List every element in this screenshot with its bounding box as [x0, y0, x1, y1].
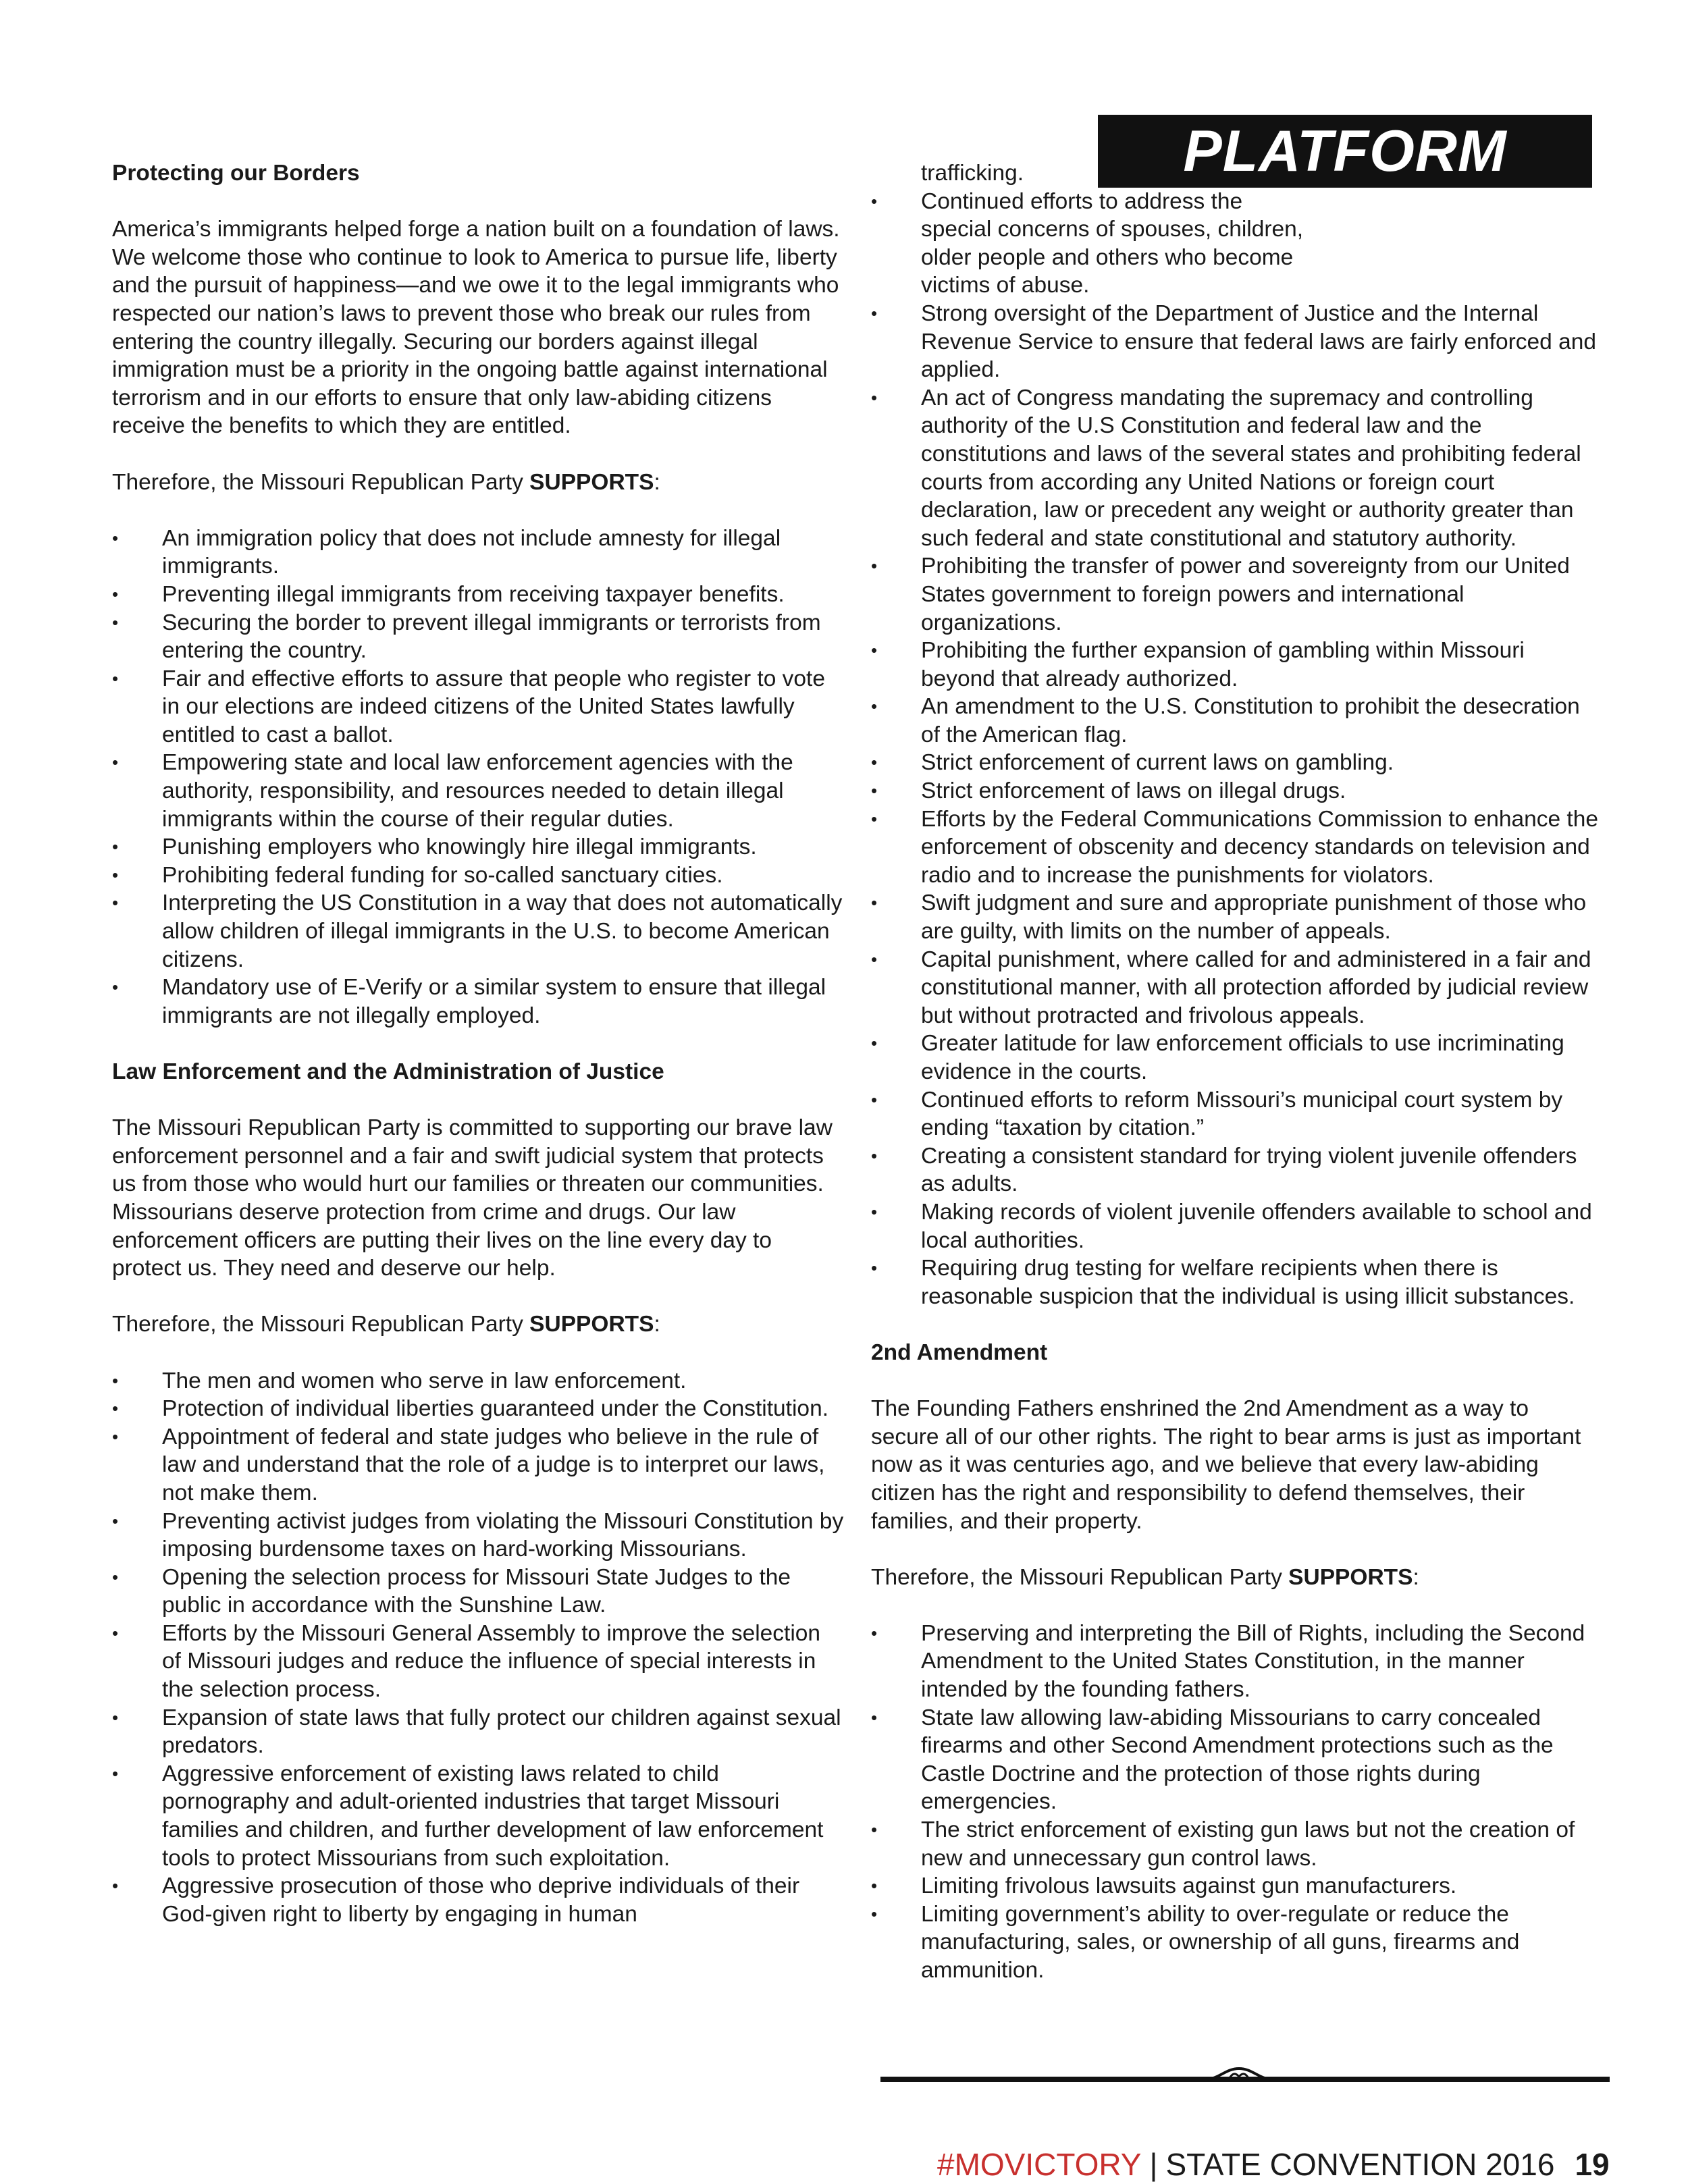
list-item: • Strong oversight of the Department of Justice and the Internal Revenue Service to ensure that federal laws are fairly enforced and applied.	[871, 300, 1600, 384]
section-heading-law-enforcement: Law Enforcement and the Administration of Justice	[112, 1059, 664, 1084]
page-footer	[937, 2146, 1610, 2183]
law-enforcement-list-continued	[871, 188, 1600, 1311]
law-enforcement-supports-lead	[112, 1310, 845, 1339]
platform-header-badge: PLATFORM	[1098, 115, 1592, 188]
list-item: • An amendment to the U.S. Constitution to prohibit the desecration of the American flag.	[871, 693, 1600, 749]
list-item: • Greater latitude for law enforcement officials to use incriminating evidence in the courts.	[871, 1030, 1600, 1086]
list-item: • Aggressive enforcement of existing laws related to child pornography and adult-oriented industries that target Missouri families and children, and further development of law enforcement tools to protect Missourians from such exploitation.	[112, 1760, 845, 1872]
supports-keyword: SUPPORTS	[529, 1312, 654, 1337]
supports-colon: :	[654, 1312, 660, 1337]
footer-hashtag: #MOVICTORY	[937, 2147, 1142, 2182]
section-heading-borders: Protecting our Borders	[112, 161, 360, 186]
list-item: • Continued efforts to reform Missouri’s municipal court system by ending “taxation by citation.”	[871, 1086, 1600, 1142]
list-item: • Making records of violent juvenile offenders available to school and local authorities.	[871, 1198, 1600, 1254]
ornament-flourish-icon	[1202, 2065, 1276, 2085]
list-item: • Requiring drug testing for welfare recipients when there is reasonable suspicion that the individual is using illicit substances.	[871, 1254, 1600, 1310]
list-item: • Expansion of state laws that fully protect our children against sexual predators.	[112, 1704, 845, 1760]
law-enforcement-list	[112, 1367, 845, 1929]
2nd-amendment-intro: The Founding Fathers enshrined the 2nd Amendment as a way to secure all of our other rights. The right to bear arms is just as important now as it was centuries ago, and we believe that every law-abiding citizen has the right and responsibility to defend themselves, their families, and their property.	[871, 1396, 1581, 1534]
list-item: • An immigration policy that does not include amnesty for illegal immigrants.	[112, 525, 845, 581]
list-item: • Prohibiting the transfer of power and sovereignty from our United States government to foreign powers and international organizations.	[871, 552, 1600, 637]
supports-lead-text: Therefore, the Missouri Republican Party	[112, 1312, 530, 1337]
list-item: • Capital punishment, where called for and administered in a fair and constitutional manner, with all protection afforded by judicial review but without protracted and frivolous appeals.	[871, 946, 1600, 1030]
supports-colon: :	[654, 469, 660, 495]
list-item: • Continued efforts to address the special concerns of spouses, children, older people and others who become victims of abuse.	[871, 188, 1600, 300]
borders-intro: America’s immigrants helped forge a nation built on a foundation of laws. We welcome those who continue to look to America to pursue life, liberty and the pursuit of happiness—and we owe it to the legal immigrants who respected our nation’s laws to prevent those who break our rules from entering the country illegally. Securing our borders against illegal immigration must be a priority in the ongoing battle against international terrorism and in our efforts to ensure that only law-abiding citizens receive the benefits to which they are entitled.	[112, 217, 840, 439]
list-item: • Protection of individual liberties guaranteed under the Constitution.	[112, 1395, 845, 1423]
list-item: • Swift judgment and sure and appropriate punishment of those who are guilty, with limits on the number of appeals.	[871, 889, 1600, 945]
list-item: • Efforts by the Missouri General Assembly to improve the selection of Missouri judges and reduce the influence of special interests in the selection process.	[112, 1620, 845, 1704]
list-item: • Aggressive prosecution of those who deprive individuals of their God-given right to liberty by engaging in human	[112, 1872, 845, 1928]
list-item: • Limiting government’s ability to over-regulate or reduce the manufacturing, sales, or ownership of all guns, firearms and ammunition.	[871, 1900, 1600, 1985]
supports-keyword: SUPPORTS	[529, 469, 654, 495]
list-item: • Preserving and interpreting the Bill of Rights, including the Second Amendment to the United States Constitution, in the manner intended by the founding fathers.	[871, 1620, 1600, 1704]
supports-keyword: SUPPORTS	[1288, 1564, 1413, 1590]
supports-lead-text: Therefore, the Missouri Republican Party	[871, 1564, 1289, 1590]
left-column	[112, 159, 845, 1956]
list-item: • Limiting frivolous lawsuits against gun manufacturers.	[871, 1872, 1600, 1900]
list-item: • State law allowing law-abiding Missourians to carry concealed firearms and other Second Amendment protections such as the Castle Doctrine and the protection of those rights during emergencies.	[871, 1704, 1600, 1816]
list-item: • Appointment of federal and state judges who believe in the rule of law and understand that the role of a judge is to interpret our laws, not make them.	[112, 1423, 845, 1508]
borders-supports-lead	[112, 469, 845, 497]
2nd-amendment-list	[871, 1620, 1600, 1985]
list-item: • Efforts by the Federal Communications Commission to enhance the enforcement of obscenity and decency standards on television and radio and to increase the punishments for violators.	[871, 805, 1600, 890]
list-item: • Preventing activist judges from violating the Missouri Constitution by imposing burdensome taxes on hard-working Missourians.	[112, 1508, 845, 1564]
borders-list	[112, 525, 845, 1030]
list-item: • Opening the selection process for Missouri State Judges to the public in accordance with the Sunshine Law.	[112, 1564, 845, 1620]
footer-event: STATE CONVENTION 2016	[1165, 2147, 1555, 2182]
list-item: • Mandatory use of E-Verify or a similar system to ensure that illegal immigrants are not illegally employed.	[112, 974, 845, 1030]
list-item: • Fair and effective efforts to assure that people who register to vote in our elections are indeed citizens of the United States lawfully entitled to cast a ballot.	[112, 665, 845, 749]
list-item: • An act of Congress mandating the supremacy and controlling authority of the U.S Constitution and federal law and the constitutions and laws of the several states and prohibiting federal courts from according any United Nations or foreign court declaration, law or precedent any weight or authority greater than such federal and state constitutional and statutory authority.	[871, 384, 1600, 553]
supports-lead-text: Therefore, the Missouri Republican Party	[112, 469, 530, 495]
footer-separator: |	[1149, 2147, 1158, 2182]
2nd-amendment-supports-lead	[871, 1564, 1600, 1592]
section-heading-2nd-amendment: 2nd Amendment	[871, 1339, 1048, 1365]
list-item: • The men and women who serve in law enforcement.	[112, 1367, 845, 1395]
list-item: • Empowering state and local law enforcement agencies with the authority, responsibility, and resources needed to detain illegal immigrants within the course of their regular duties.	[112, 749, 845, 833]
list-item: • Strict enforcement of current laws on gambling.	[871, 749, 1600, 777]
law-enforcement-intro: The Missouri Republican Party is committed to supporting our brave law enforcement personnel and a fair and swift judicial system that protects us from those who would hurt our families or threaten our communities. Missourians deserve protection from crime and drugs. Our law enforcement officers are putting their lives on the line every day to protect us. They need and deserve our help.	[112, 1115, 833, 1281]
list-item: • Punishing employers who knowingly hire illegal immigrants.	[112, 833, 845, 861]
list-item: • Interpreting the US Constitution in a way that does not automatically allow children of illegal immigrants in the U.S. to become American citizens.	[112, 889, 845, 974]
supports-colon: :	[1413, 1564, 1419, 1590]
list-item: • Securing the border to prevent illegal immigrants or terrorists from entering the country.	[112, 609, 845, 665]
list-item: • Strict enforcement of laws on illegal drugs.	[871, 777, 1600, 805]
list-item: • Preventing illegal immigrants from receiving taxpayer benefits.	[112, 581, 845, 609]
page-number: 19	[1575, 2147, 1610, 2182]
list-item: • Creating a consistent standard for trying violent juvenile offenders as adults.	[871, 1142, 1600, 1198]
continued-line: trafficking.	[921, 161, 1024, 186]
list-item: • Prohibiting the further expansion of gambling within Missouri beyond that already authorized.	[871, 637, 1600, 693]
right-column	[871, 159, 1600, 2013]
list-item: • Prohibiting federal funding for so-called sanctuary cities.	[112, 861, 845, 890]
list-item: • The strict enforcement of existing gun laws but not the creation of new and unnecessary gun control laws.	[871, 1816, 1600, 1872]
